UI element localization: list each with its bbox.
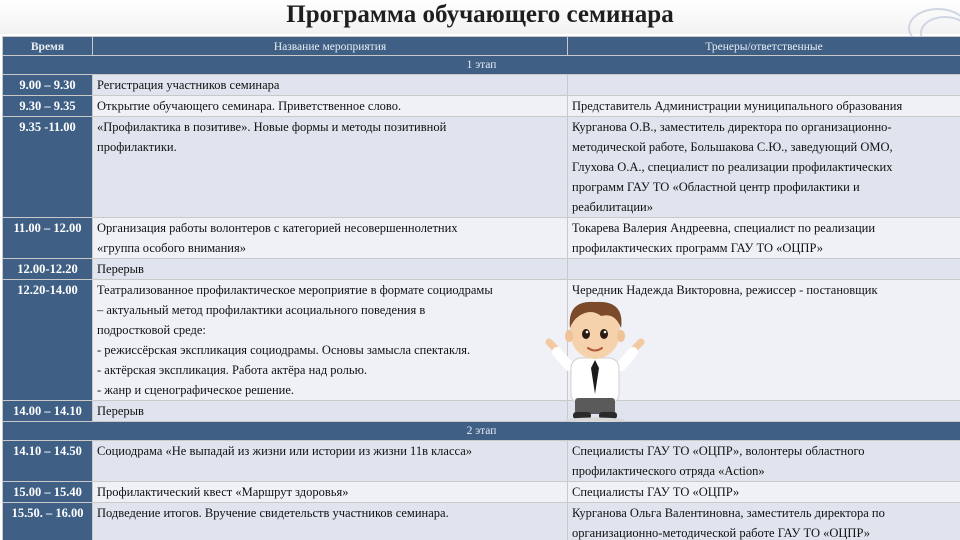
- time-cell: 14.00 – 14.10: [3, 401, 93, 422]
- stage-row-2: [3, 422, 960, 441]
- event-line: «Профилактика в позитиве». Новые формы и методы позитивной: [97, 120, 447, 134]
- time-cell: 15.50. – 16.00: [3, 503, 93, 540]
- event-cell: [93, 75, 568, 96]
- event-cell: [93, 96, 568, 117]
- time-cell: 12.00-12.20: [3, 259, 93, 280]
- event-line: Перерыв: [97, 262, 144, 276]
- table-row: [3, 441, 960, 482]
- trainers-line: профилактического отряда «Action»: [572, 464, 765, 478]
- trainers-line: программ ГАУ ТО «Областной центр профилактики и: [572, 180, 860, 194]
- cartoon-man-illustration: [545, 294, 645, 422]
- event-cell: [93, 441, 568, 482]
- time-cell: 11.00 – 12.00: [3, 218, 93, 259]
- event-line: подростковой среде:: [97, 323, 206, 337]
- time-cell: 9.00 – 9.30: [3, 75, 93, 96]
- table-row: [3, 280, 960, 401]
- trainers-cell: [568, 75, 960, 96]
- event-line: Открытие обучающего семинара. Приветственное слово.: [97, 99, 402, 113]
- event-line: Социодрама «Не выпадай из жизни или истории из жизни 11в класса»: [97, 444, 473, 458]
- trainers-line: Токарева Валерия Андреевна, специалист по реализации: [572, 221, 876, 235]
- trainers-line: профилактических программ ГАУ ТО «ОЦПР»: [572, 241, 823, 255]
- time-cell: 12.20-14.00: [3, 280, 93, 401]
- event-line: Профилактический квест «Маршрут здоровья»: [97, 485, 349, 499]
- event-cell: [93, 218, 568, 259]
- trainers-line: Представитель Администрации муниципального образования: [572, 99, 903, 113]
- table-row: [3, 401, 960, 422]
- time-cell: 15.00 – 15.40: [3, 482, 93, 503]
- table-row: [3, 503, 960, 540]
- trainers-line: методической работе, Большакова С.Ю., заведующий ОМО,: [572, 140, 893, 154]
- event-cell: [93, 259, 568, 280]
- table-row: [3, 96, 960, 117]
- trainers-line: Специалисты ГАУ ТО «ОЦПР»: [572, 485, 740, 499]
- trainers-cell: [568, 482, 960, 503]
- event-cell: [93, 280, 568, 401]
- header-time: Время: [3, 37, 93, 56]
- trainers-line: реабилитации»: [572, 200, 653, 214]
- trainers-cell: [568, 503, 960, 540]
- trainers-cell: [568, 441, 960, 482]
- trainers-line: Специалисты ГАУ ТО «ОЦПР», волонтеры областного: [572, 444, 865, 458]
- trainers-line: Глухова О.А., специалист по реализации профилактических: [572, 160, 893, 174]
- event-line: - режиссёрская экспликация социодрамы. Основы замысла спектакля.: [97, 343, 471, 357]
- event-cell: [93, 503, 568, 540]
- table-row: [3, 75, 960, 96]
- table-row: [3, 117, 960, 218]
- event-line: – актуальный метод профилактики асоциального поведения в: [97, 303, 426, 317]
- event-cell: [93, 401, 568, 422]
- trainers-line: Курганова Ольга Валентиновна, заместитель директора по: [572, 506, 885, 520]
- table-row: [3, 218, 960, 259]
- event-line: Организация работы волонтеров с категорией несовершеннолетних: [97, 221, 458, 235]
- event-line: - жанр и сценографическое решение.: [97, 383, 295, 397]
- time-cell: 9.35 -11.00: [3, 117, 93, 218]
- event-line: профилактики.: [97, 140, 177, 154]
- corner-decoration: [890, 0, 960, 40]
- event-line: - актёрская экспликация. Работа актёра над ролью.: [97, 363, 368, 377]
- event-line: Подведение итогов. Вручение свидетельств участников семинара.: [97, 506, 449, 520]
- schedule-table: [2, 36, 960, 540]
- page-title: Программа обучающего семинара: [0, 0, 960, 34]
- header-event: Название мероприятия: [93, 37, 568, 56]
- time-cell: 14.10 – 14.50: [3, 441, 93, 482]
- event-line: Театрализованное профилактическое мероприятие в формате социодрамы: [97, 283, 493, 297]
- trainers-cell: [568, 96, 960, 117]
- trainers-line: Курганова О.В., заместитель директора по организационно-: [572, 120, 892, 134]
- trainers-cell: [568, 259, 960, 280]
- event-line: Регистрация участников семинара: [97, 78, 280, 92]
- stage-row-1: [3, 56, 960, 75]
- trainers-cell: [568, 218, 960, 259]
- table-row: [3, 482, 960, 503]
- event-cell: [93, 482, 568, 503]
- table-row: [3, 259, 960, 280]
- time-cell: 9.30 – 9.35: [3, 96, 93, 117]
- header-trainers: Тренеры/ответственные: [568, 37, 960, 56]
- trainers-line: Чередник Надежда Викторовна, режиссер - постановщик: [572, 283, 878, 297]
- stage-label: 2 этап: [3, 422, 960, 441]
- trainers-cell: [568, 117, 960, 218]
- event-line: «группа особого внимания»: [97, 241, 246, 255]
- stage-label: 1 этап: [3, 56, 960, 75]
- event-cell: [93, 117, 568, 218]
- event-line: Перерыв: [97, 404, 144, 418]
- trainers-line: организационно-методической работе ГАУ ТО «ОЦПР»: [572, 526, 870, 540]
- table-header-row: [3, 37, 960, 56]
